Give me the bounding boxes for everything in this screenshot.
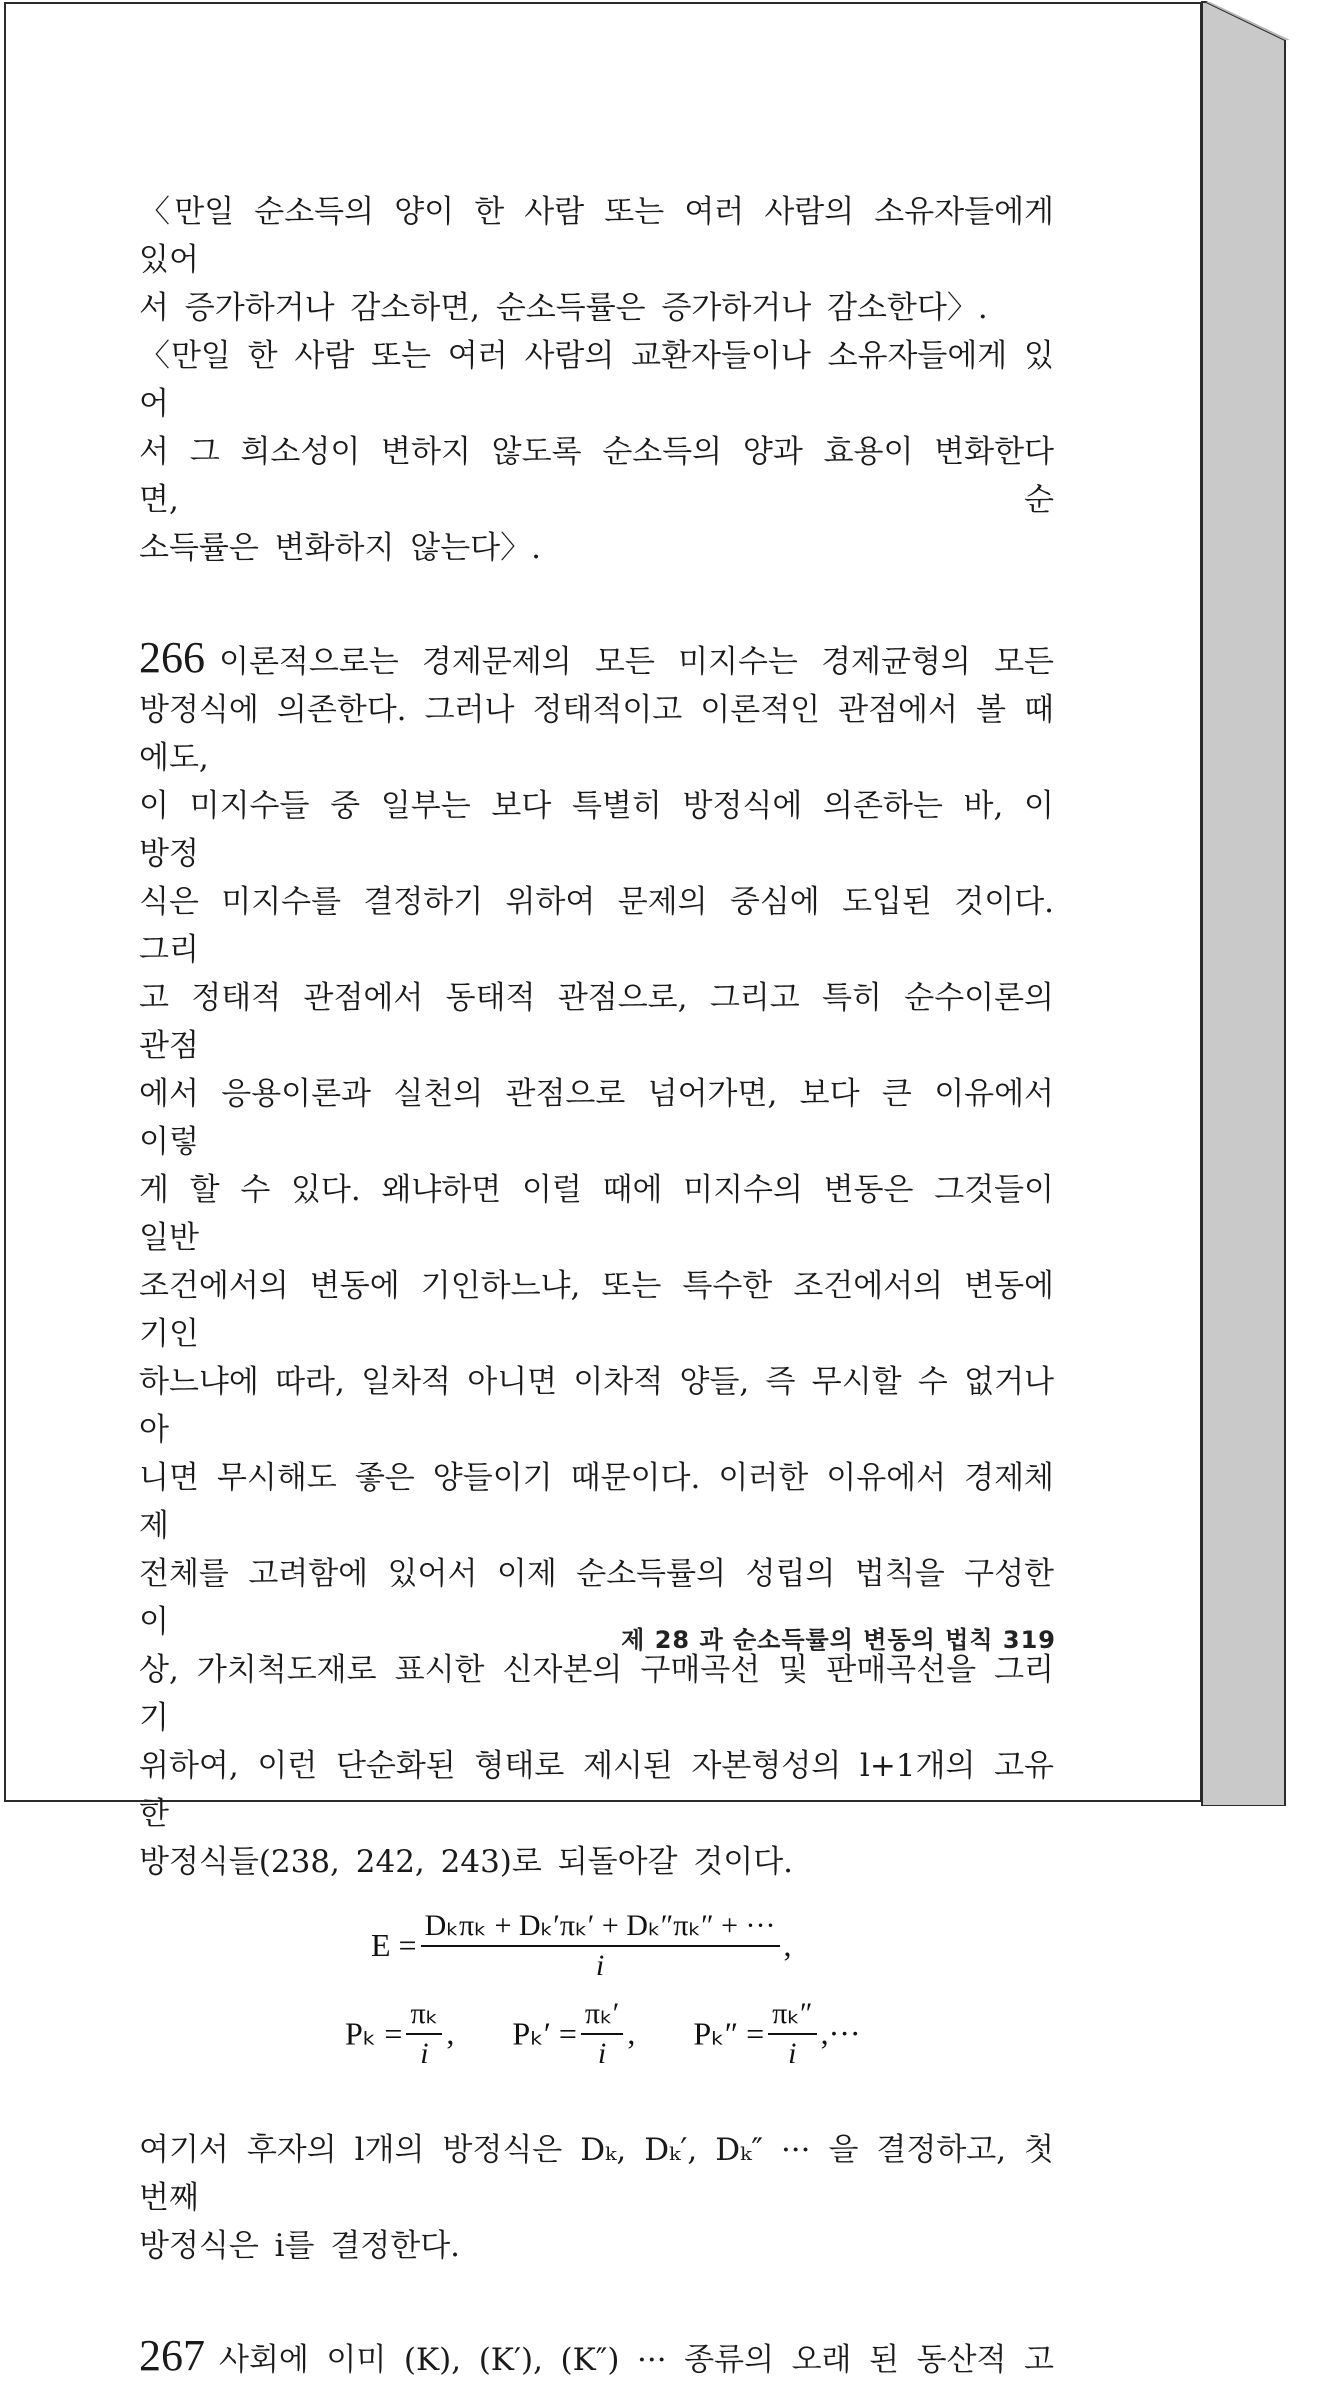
text-line: 식은 미지수를 결정하기 위하여 문제의 중심에 도입된 것이다. 그리 [139,884,1054,968]
section-first-line: 이론적으로는 경제문제의 모든 미지수는 경제균형의 모든 [219,644,1054,680]
text-line: 이 미지수들 중 일부는 보다 특별히 방정식에 의존하는 바, 이 방정 [139,788,1054,872]
equation-p: Pₖ = $\frac{\text{πₖ}}{i}$ , Pₖ′ = $\frac{\text{πₖ′}}{i}$ , Pₖ″ = $\frac{\text{πₖ″}}{i}$ ,··· [345,1997,861,2070]
section-first-line: 사회에 이미 (K), (K′), (K″) ··· 종류의 오래 된 동산적 고 [219,2342,1054,2378]
text-line: 고 정태적 관점에서 동태적 관점으로, 그리고 특히 순수이론의 관점 [139,980,1054,1064]
text-line: 〈만일 한 사람 또는 여러 사람의 교환자들이나 소유자들에게 있어 [139,338,1054,422]
text-line: 방정식에 의존한다. 그러나 정태적이고 이론적인 관점에서 볼 때에도, [139,692,1054,776]
equation-e: E = $\frac{\text{Dₖπₖ + Dₖ′πₖ′ + Dₖ″πₖ″ + ···}}{i}$ , [371,1909,792,1982]
section-266 [139,634,1054,1886]
text-line: 조건에서의 변동에 기인하느냐, 또는 특수한 조건에서의 변동에 기인 [139,1268,1054,1352]
section-267 [139,2332,1054,2384]
text-line: 방정식은 i를 결정한다. [139,2228,460,2264]
paragraph-after-equation [139,2126,1054,2270]
page-content [139,188,1054,2384]
text-line: 전체를 고려함에 있어서 이제 순소득률의 성립의 법칙을 구성한 이 [139,1556,1054,1640]
text-line: 여기서 후자의 l개의 방정식은 Dₖ, Dₖ′, Dₖ″ ··· 을 결정하고, 첫번째 [139,2132,1054,2216]
text-line: 위하여, 이런 단순화된 형태로 제시된 자본형성의 l+1개의 고유한 [139,1748,1054,1832]
text-line: 에서 응용이론과 실천의 관점으로 넘어가면, 보다 큰 이유에서 이렇 [139,1076,1054,1160]
text-line [139,2332,1054,2384]
text-line: 하느냐에 따라, 일차적 아니면 이차적 양들, 즉 무시할 수 없거나 아 [139,1364,1054,1448]
text-line: 방정식들(238, 242, 243)로 되돌아갈 것이다. [139,1844,794,1880]
text-line: 소득률은 변화하지 않는다〉. [139,530,541,566]
text-line: 서 그 희소성이 변하지 않도록 순소득의 양과 효용이 변화한다면, 순 [139,434,1054,518]
text-line: 게 할 수 있다. 왜냐하면 이럴 때에 미지수의 변동은 그것들이 일반 [139,1172,1054,1256]
equation-block [139,1886,1054,2126]
text-line: 서 증가하거나 감소하면, 순소득률은 증가하거나 감소한다〉. [139,290,988,326]
section-number: 266 [139,633,205,682]
running-footer: 제 28 과 순소득률의 변동의 법칙 319 [621,1626,1056,1654]
text-line: 상, 가치척도재로 표시한 신자본의 구매곡선 및 판매곡선을 그리기 [139,1652,1054,1736]
text-line: 니면 무시해도 좋은 양들이기 때문이다. 이러한 이유에서 경제체제 [139,1460,1054,1544]
text-line [139,634,1054,686]
section-number: 267 [139,2331,205,2380]
text-line: 〈만일 순소득의 양이 한 사람 또는 여러 사람의 소유자들에게 있어 [139,194,1054,278]
paragraph-block-1 [139,188,1054,572]
